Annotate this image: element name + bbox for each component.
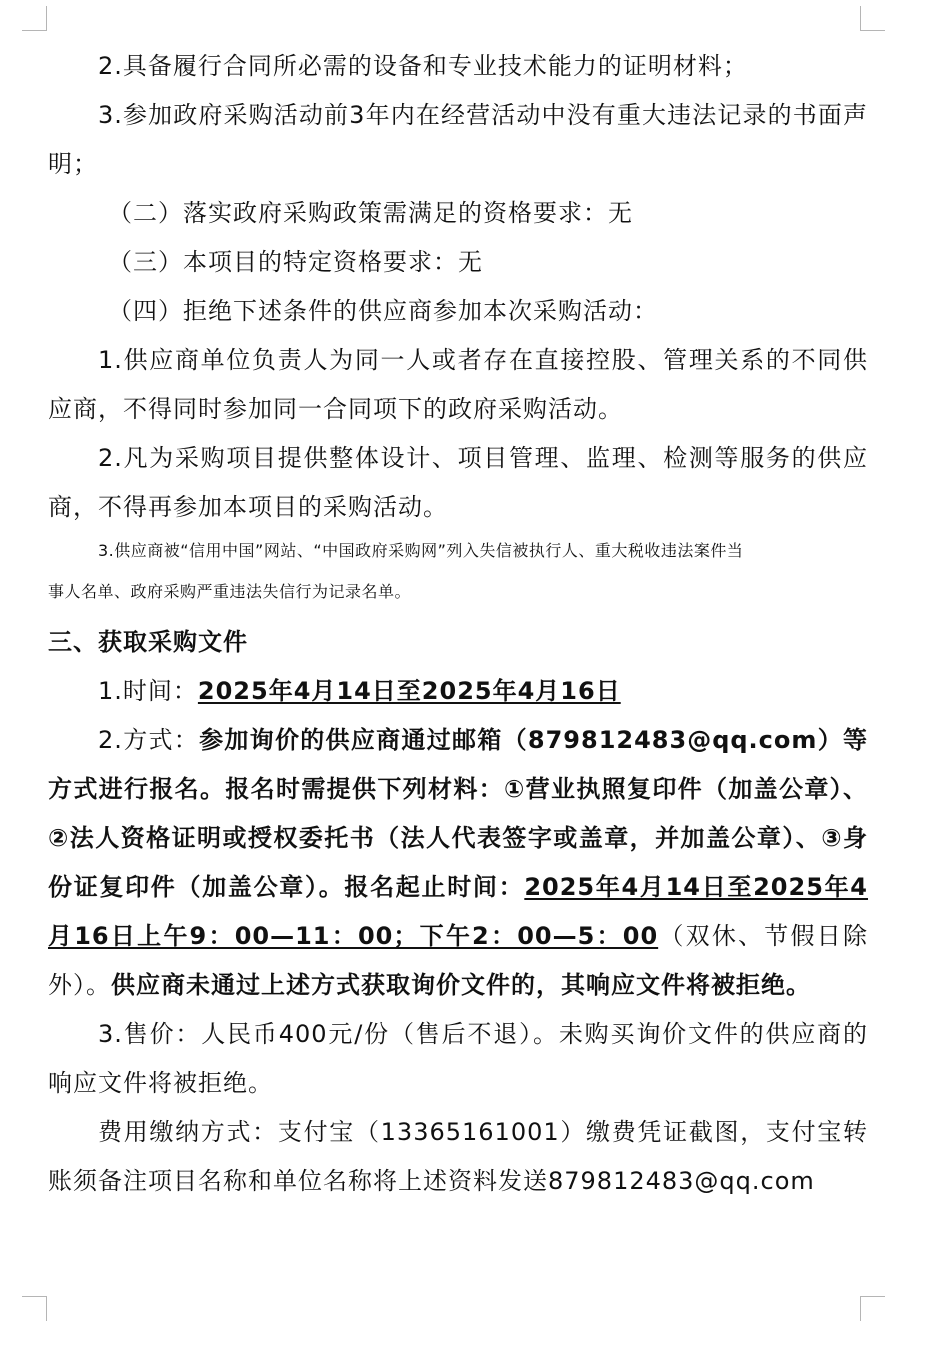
method-rejection-note: 供应商未通过上述方式获取询价文件的，其响应文件将被拒绝。 — [111, 971, 811, 999]
time-label: 1.时间： — [98, 677, 198, 705]
paragraph-price: 3.售价：人民币400元/份（售后不退）。未购买询价文件的供应商的响应文件将被拒绝。 — [48, 1020, 868, 1097]
paragraph-reject-item-1: 1.供应商单位负责人为同一人或者存在直接控股、管理关系的不同供应商，不得同时参加同一合同项下的政府采购活动。 — [48, 346, 868, 423]
document-body — [48, 42, 868, 1206]
paragraph-reject-item-2: 2.凡为采购项目提供整体设计、项目管理、监理、检测等服务的供应商，不得再参加本项目的采购活动。 — [48, 444, 868, 521]
paragraph-method — [48, 716, 868, 1010]
paragraph-fee-payment: 费用缴纳方式：支付宝（13365161001）缴费凭证截图，支付宝转账须备注项目名称和单位名称将上述资料发送879812483@qq.com — [48, 1118, 868, 1195]
reject-item-3-line-2: 事人名单、政府采购严重违法失信行为记录名单。 — [48, 582, 412, 601]
page-corner-mark-bottom-right — [860, 1296, 885, 1321]
paragraph-time — [48, 667, 868, 716]
paragraph-specific-requirement: （三）本项目的特定资格要求：无 — [108, 248, 483, 276]
method-label: 2.方式： — [98, 726, 200, 754]
paragraph-policy-requirement: （二）落实政府采购政策需满足的资格要求：无 — [108, 199, 633, 227]
page-corner-mark-top-left — [22, 6, 47, 31]
page-corner-mark-bottom-left — [22, 1296, 47, 1321]
page-corner-mark-top-right — [860, 6, 885, 31]
time-value: 2025年4月14日至2025年4月16日 — [197, 677, 621, 705]
method-registration-period: 2025年4月14日至2025年4月16日上午9：00—11：00；下午2：00—5：00 — [48, 873, 869, 950]
method-registration-text: 参加询价的供应商通过邮箱（879812483@qq.com）等方式进行报名。报名时需提供下列材料：①营业执照复印件（加盖公章）、②法人资格证明或授权委托书（法人代表签字或盖章，并加盖公章）、③身份证复印件（加盖公章）。报名起止时间： — [48, 726, 868, 901]
section-heading-obtain-documents: 三、获取采购文件 — [48, 628, 248, 656]
paragraph-reject-conditions: （四）拒绝下述条件的供应商参加本次采购活动： — [108, 297, 658, 325]
paragraph-reject-item-3 — [48, 536, 868, 606]
reject-item-3-line-1: 3.供应商被“信用中国”网站、“中国政府采购网”列入失信被执行人、重大税收违法案件当 — [98, 541, 744, 560]
method-holiday-note: （双休、节假日除外）。 — [48, 922, 868, 999]
paragraph-equipment-proof: 2.具备履行合同所必需的设备和专业技术能力的证明材料； — [98, 52, 748, 80]
paragraph-no-violation-statement: 3.参加政府采购活动前3年内在经营活动中没有重大违法记录的书面声明； — [48, 101, 868, 178]
